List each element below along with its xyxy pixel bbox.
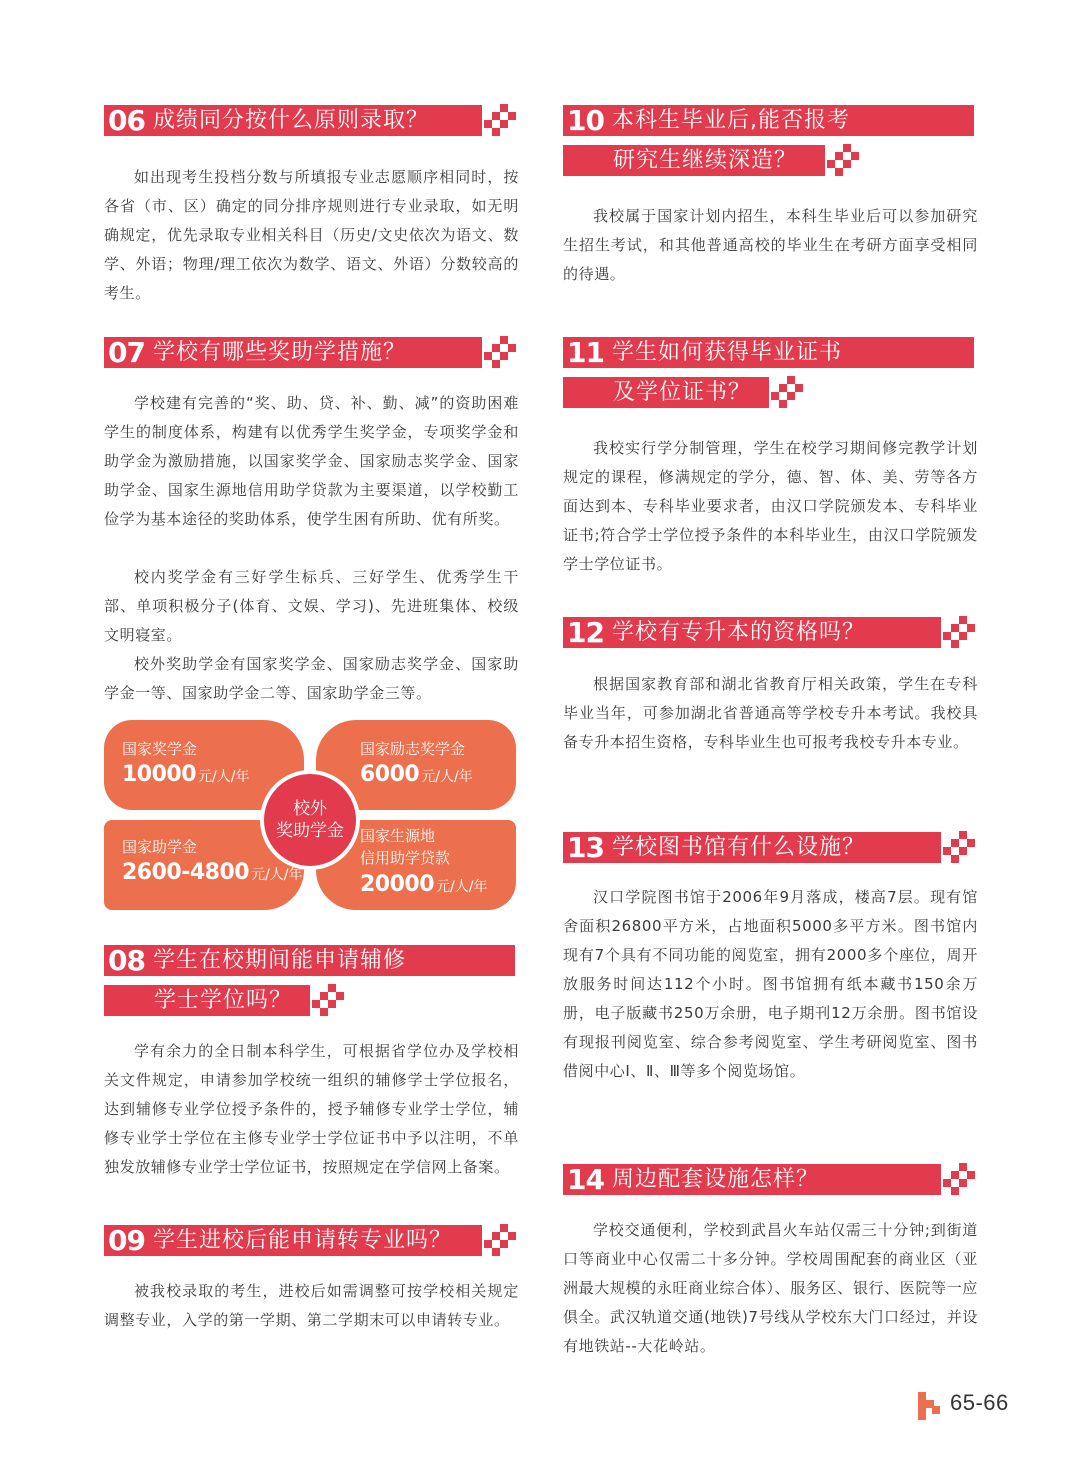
award-unit: 元/人/年 [198,769,250,785]
q09-heading-banner [104,1225,482,1256]
q11-heading-banner-2 [563,377,769,408]
center-label-line1: 校外 [293,799,327,819]
q07-number: 07 [108,336,145,369]
q08-title-line2: 学士学位吗？ [154,988,293,1013]
q09-title: 学生进校后能申请转专业吗？ [152,1228,452,1253]
q07-title: 学校有哪些奖助学措施？ [152,340,406,365]
q10-answer: 我校属于国家计划内招生，本科生毕业后可以参加研究生招生考试，和其他普通高校的毕业生在考研方面享受相同的待遇。 [563,207,978,283]
q14-title: 周边配套设施怎样？ [611,1167,819,1192]
q12-heading-banner [563,617,941,648]
pixel-decoration-icon [771,376,803,408]
award-amount: 10000 [122,762,197,787]
award-label: 国家励志奖学金 [360,740,466,758]
q11-answer: 我校实行学分制管理，学生在校学习期间修完教学计划规定的课程，修满规定的学分，德、智、体、美、劳等各方面达到本、专科毕业要求者，由汉口学院颁发本、专科毕业证书;符合学士学位授予条件的本科毕业生，由汉口学院颁发学士学位证书。 [563,439,978,573]
q14-number: 14 [567,1163,604,1196]
q10-number: 10 [567,104,604,137]
award-amount: 2600-4800 [122,860,250,885]
award-label: 国家奖学金 [122,740,198,758]
q13-heading-banner [563,832,941,863]
q12-answer: 根据国家教育部和湖北省教育厅相关政策，学生在专科毕业当年，可参加湖北省普通高等学校专升本考试。我校具备专升本招生资格，专科毕业生也可报考我校专升本专业。 [563,675,978,751]
q13-number: 13 [567,831,604,864]
award-label: 信用助学贷款 [360,849,451,867]
page-marker-icon [918,1392,940,1420]
q07-heading-banner [104,337,482,368]
q08-heading-banner-2 [104,985,310,1016]
pixel-decoration-icon [312,984,344,1016]
award-label: 国家助学金 [122,838,198,856]
q06-title: 成绩同分按什么原则录取？ [152,108,429,133]
pixel-decoration-icon [484,104,516,136]
q08-answer: 学有余力的全日制本科学生，可根据省学位办及学校相关文件规定，申请参加学校统一组织的辅修学士学位报名，达到辅修专业学位授予条件的，授予辅修专业学士学位，辅修专业学士学位在主修专业学士学位证书中予以注明，不单独发放辅修专业学士学位证书，按照规定在学信网上备案。 [104,1042,519,1176]
q06-heading-banner [104,105,482,136]
q13-title: 学校图书馆有什么设施？ [611,835,865,860]
q11-number: 11 [567,336,604,369]
award-amount: 6000 [360,762,420,787]
q08-number: 08 [108,944,145,977]
pixel-decoration-icon [943,616,975,648]
q10-heading-banner-2 [563,145,825,176]
pixel-decoration-icon [943,1163,975,1195]
q13-answer: 汉口学院图书馆于2006年9月落成，楼高7层。现有馆舍面积26800平方米，占地面积5000多平方米。图书馆内现有7个具有不同功能的阅览室，拥有2000多个座位，周开放服务时间达112个小时。图书馆拥有纸本藏书150余万册，电子版藏书250万余册，电子期刊12万余册。图书馆设有现报刊阅览室、综合参考阅览室、学生考研阅览室、图书借阅中心Ⅰ、Ⅱ、Ⅲ等多个阅览场馆。 [563,888,978,1080]
pixel-decoration-icon [484,1224,516,1256]
q12-title: 学校有专升本的资格吗？ [611,620,865,645]
award-unit: 元/人/年 [421,769,473,785]
pixel-decoration-icon [943,831,975,863]
q09-answer: 被我校录取的考生，进校后如需调整可按学校相关规定调整专业，入学的第一学期、第二学期末可以申请转专业。 [104,1282,519,1329]
q07-answer-paragraph-3: 校外奖助学金有国家奖学金、国家励志奖学金、国家助学金一等、国家助学金二等、国家助学金三等。 [104,655,519,702]
q07-answer-paragraph-1: 学校建有完善的“奖、助、贷、补、勤、减”的资助困难学生的制度体系，构建有以优秀学生奖学金，专项奖学金和助学金为激励措施，以国家奖学金、国家励志奖学金、国家助学金、国家生源地信用助学贷款为主要渠道，以学校勤工俭学为基本途径的奖助体系，使学生困有所助、优有所奖。 [104,394,519,528]
q10-title-line2: 研究生继续深造？ [613,148,798,173]
center-label-line2: 奖助学金 [276,821,344,841]
q10-heading-banner [563,105,974,136]
q14-heading-banner [563,1164,941,1195]
q08-title-line1: 学生在校期间能申请辅修 [152,948,406,973]
q12-number: 12 [567,616,604,649]
pixel-decoration-icon [827,144,859,176]
q11-title-line1: 学生如何获得毕业证书 [611,340,842,365]
q06-number: 06 [108,104,145,137]
award-amount: 20000 [360,872,435,897]
pixel-decoration-icon [484,336,516,368]
q14-answer: 学校交通便利，学校到武昌火车站仅需三十分钟;到街道口等商业中心仅需二十多分钟。学校周围配套的商业区（亚洲最大规模的永旺商业综合体）、服务区、银行、医院等一应俱全。武汉轨道交通(地铁)7号线从学校东大门口经过，并设有地铁站--大花岭站。 [563,1221,978,1355]
award-unit: 元/人/年 [251,867,303,883]
q06-answer: 如出现考生投档分数与所填报专业志愿顺序相同时，按各省（市、区）确定的同分排序规则进行专业录取，如无明确规定，优先录取专业相关科目（历史/文史依次为语文、数学、外语；物理/理工依次为数学、语文、外语）分数较高的考生。 [104,168,519,302]
page-number: 65-66 [950,1390,1009,1415]
award-center-circle [260,770,360,870]
q08-heading-banner [104,945,515,976]
award-label: 国家生源地 [360,827,436,845]
award-unit: 元/人/年 [436,879,488,895]
q11-heading-banner [563,337,974,368]
q09-number: 09 [108,1224,145,1257]
q11-title-line2: 及学位证书？ [613,380,752,405]
q07-answer-paragraph-2: 校内奖学金有三好学生标兵、三好学生、优秀学生干部、单项积极分子(体育、文娱、学习)、先进班集体、校级文明寝室。 [104,568,519,644]
q10-title-line1: 本科生毕业后,能否报考 [611,108,850,133]
